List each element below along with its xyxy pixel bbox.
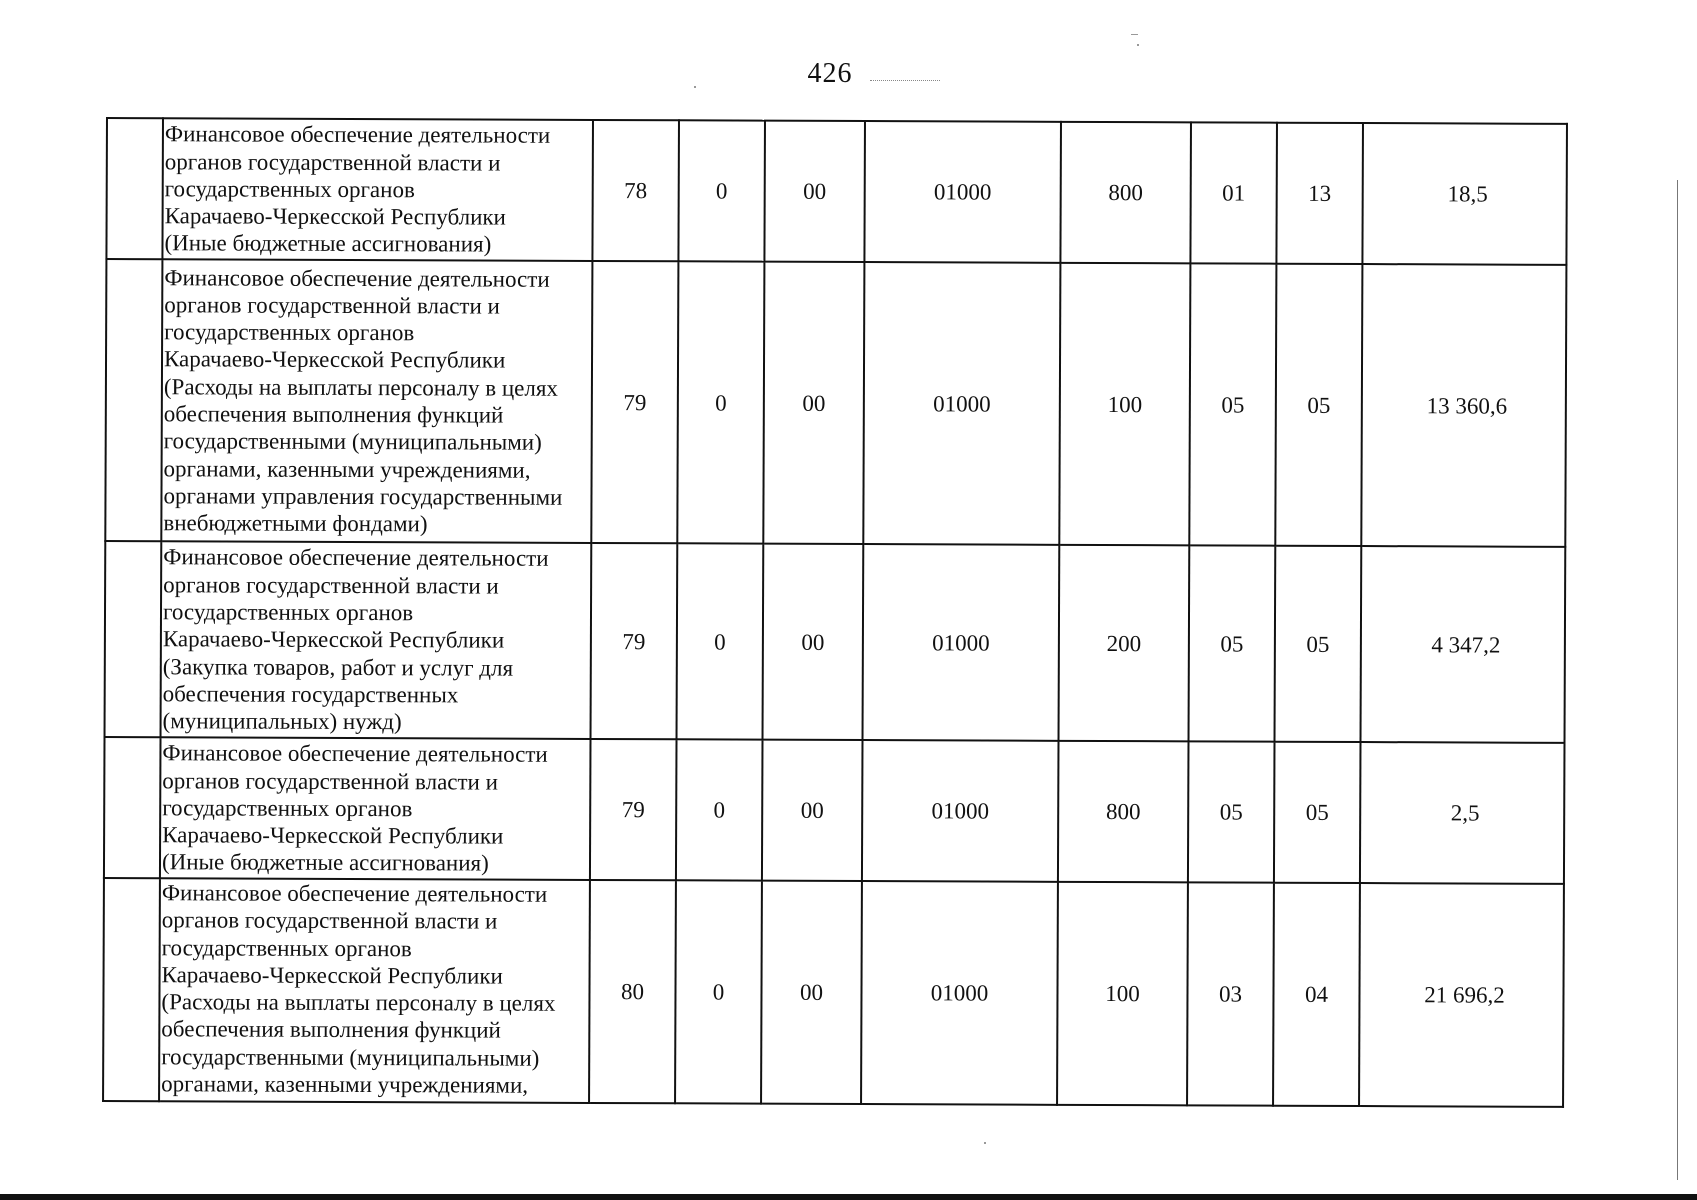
- scan-speck: [694, 86, 696, 88]
- expense-type-cell: 100: [1057, 882, 1188, 1106]
- amount-cell: 18,5: [1362, 123, 1567, 265]
- subsection-cell: 13: [1276, 123, 1363, 264]
- scan-right-edge-line: [1677, 180, 1678, 1180]
- expense-description-cell: Финансовое обеспечение деятельности органов государственной власти и государственных органов Карачаево-Черкесской Республики (Иные бюджетные ассигнования): [160, 737, 591, 880]
- code-cell: 0: [677, 543, 764, 739]
- expense-description-cell: Финансовое обеспечение деятельности органов государственной власти и государственных органов Карачаево-Черкесской Республики (Иные бюджетные ассигнования): [162, 118, 593, 261]
- code-cell: 0: [675, 880, 762, 1103]
- code-cell: 00: [764, 121, 865, 262]
- section-cell: 05: [1189, 545, 1276, 741]
- subsection-cell: 05: [1275, 264, 1362, 546]
- expense-type-cell: 200: [1059, 545, 1190, 742]
- table-row: [103, 878, 1564, 1107]
- code-cell: 00: [762, 740, 863, 881]
- table-row: [105, 259, 1566, 547]
- amount-cell: 13 360,6: [1361, 264, 1566, 547]
- page-number: 426: [807, 58, 853, 89]
- table-row: [105, 541, 1566, 743]
- code-cell: 00: [763, 544, 864, 740]
- scan-speck: [1131, 34, 1138, 35]
- code-cell: 79: [591, 261, 678, 543]
- subsection-cell: 05: [1275, 546, 1362, 742]
- code-cell: 79: [591, 543, 678, 739]
- code-cell: 80: [589, 880, 676, 1103]
- scan-speck: [1137, 44, 1139, 46]
- expense-description-cell: Финансовое обеспечение деятельности органов государственной власти и государственных органов Карачаево-Черкесской Республики (Закупка товаров, работ и услуг для обеспечения государственных (муниципальных) нужд): [161, 541, 592, 739]
- scan-speck: [984, 1142, 986, 1144]
- code-cell: 00: [763, 262, 864, 544]
- row-number-cell: [104, 737, 161, 878]
- amount-cell: 21 696,2: [1359, 883, 1564, 1107]
- subsection-cell: 05: [1274, 742, 1361, 883]
- code-cell: 01000: [864, 121, 1061, 263]
- section-cell: 01: [1190, 122, 1277, 263]
- expense-description-cell: Финансовое обеспечение деятельности органов государственной власти и государственных органов Карачаево-Черкесской Республики (Расходы на выплаты персоналу в целях обеспечения выполнения функций государственными (муниципальными) органами, казенными учреждениями, органами управления государственными внебюджетными фондами): [161, 259, 592, 543]
- row-number-cell: [105, 259, 162, 541]
- code-cell: 01000: [861, 881, 1058, 1105]
- subsection-cell: 04: [1273, 883, 1360, 1106]
- section-cell: 05: [1188, 741, 1275, 882]
- code-cell: 0: [677, 261, 764, 543]
- code-cell: 79: [590, 739, 677, 880]
- page-number-dotted-trail: [870, 80, 940, 81]
- expense-description-cell: Финансовое обеспечение деятельности органов государственной власти и государственных органов Карачаево-Черкесской Республики (Расходы на выплаты персоналу в целях обеспечения выполнения функций государственными (муниципальными) органами, казенными учреждениями,: [159, 878, 590, 1103]
- code-cell: 0: [676, 739, 763, 880]
- code-cell: 0: [678, 120, 765, 261]
- row-number-cell: [105, 541, 162, 737]
- table-row: [106, 118, 1567, 265]
- code-cell: 78: [592, 120, 679, 261]
- section-cell: 05: [1189, 263, 1276, 545]
- code-cell: 01000: [863, 262, 1060, 545]
- code-cell: 01000: [863, 544, 1060, 741]
- row-number-cell: [106, 118, 163, 259]
- expense-type-cell: 800: [1060, 122, 1191, 264]
- expense-type-cell: 100: [1059, 263, 1190, 546]
- scan-bottom-edge-bar: [0, 1194, 1697, 1200]
- row-number-cell: [103, 878, 160, 1101]
- amount-cell: 4 347,2: [1361, 546, 1566, 743]
- table-row: [104, 737, 1565, 884]
- section-cell: 03: [1187, 882, 1274, 1105]
- budget-allocation-table: [102, 117, 1568, 1108]
- amount-cell: 2,5: [1360, 742, 1565, 884]
- code-cell: 01000: [862, 740, 1059, 882]
- code-cell: 00: [761, 881, 862, 1104]
- expense-type-cell: 800: [1058, 741, 1189, 883]
